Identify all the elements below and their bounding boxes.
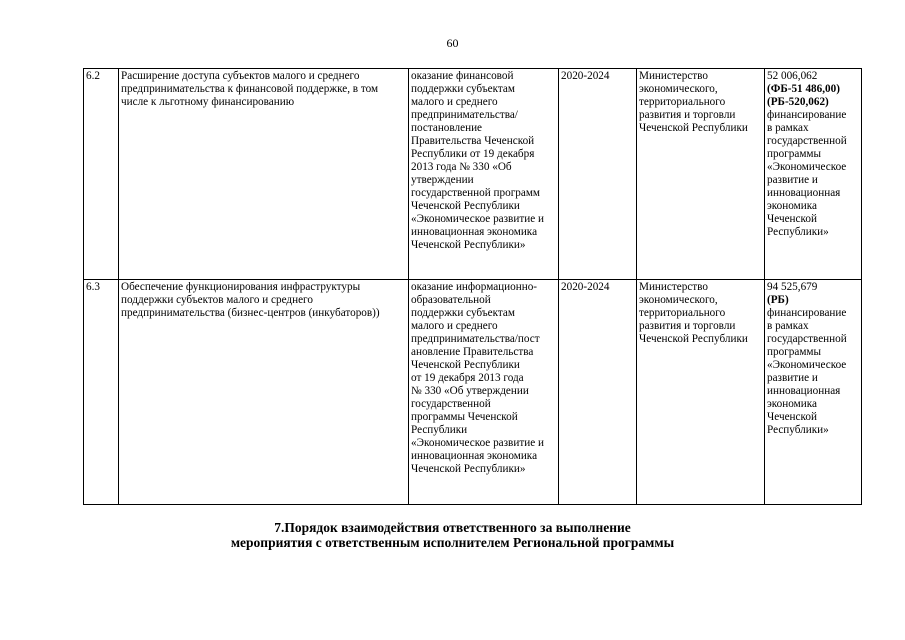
funding-amount <box>765 69 862 280</box>
support-form: оказание информационно- образовательной поддержки субъектам малого и среднего предпринимательства/пост ановление Правительства Чеченской Республики от 19 декабря 2013 года № 330 «Об утверждении государственной программы Чеченской Республики «Экономическое развитие и инновационная экономика Чеченской Республики» <box>409 280 559 505</box>
amount-note: финансирование в рамках государственной программы «Экономическое развитие и инновационная экономика Чеченской Республики» <box>767 307 847 436</box>
amount-note: финансирование в рамках государственной программы «Экономическое развитие и инновационная экономика Чеченской Республики» <box>767 109 847 238</box>
row-number: 6.2 <box>84 69 119 280</box>
period: 2020-2024 <box>559 280 637 505</box>
amount-total: 52 006,062 <box>767 70 818 82</box>
support-form: оказание финансовой поддержки субъектам малого и среднего предпринимательства/ постановление Правительства Чеченской Республики от 19 декабря 2013 года № 330 «Об утверждении государственной программ Чеченской Республики «Экономическое развитие и инновационная экономика Чеченской Республики» <box>409 69 559 280</box>
funding-amount <box>765 280 862 505</box>
row-number: 6.3 <box>84 280 119 505</box>
amount-total: 94 525,679 <box>767 281 818 293</box>
section-title-line1: 7.Порядок взаимодействия ответственного за выполнение <box>274 520 631 535</box>
section-title-line2: мероприятия с ответственным исполнителем Региональной программы <box>230 535 675 550</box>
executor: Министерство экономического, территориального развития и торговли Чеченской Республики <box>637 69 765 280</box>
amount-regional: (РБ-520,062) <box>767 96 829 108</box>
page-number: 60 <box>446 36 459 50</box>
executor: Министерство экономического, территориального развития и торговли Чеченской Республики <box>637 280 765 505</box>
period: 2020-2024 <box>559 69 637 280</box>
table-row <box>84 69 862 280</box>
amount-source: (РБ) <box>767 294 789 306</box>
measures-table <box>83 68 862 505</box>
measure-name: Расширение доступа субъектов малого и среднего предпринимательства к финансовой поддержке, в том числе к льготному финансированию <box>119 69 409 280</box>
amount-federal: (ФБ-51 486,00) <box>767 83 840 95</box>
measure-name: Обеспечение функционирования инфраструктуры поддержки субъектов малого и среднего предпринимательства (бизнес-центров (инкубаторов)) <box>119 280 409 505</box>
section-title <box>0 520 905 550</box>
table-row <box>84 280 862 505</box>
